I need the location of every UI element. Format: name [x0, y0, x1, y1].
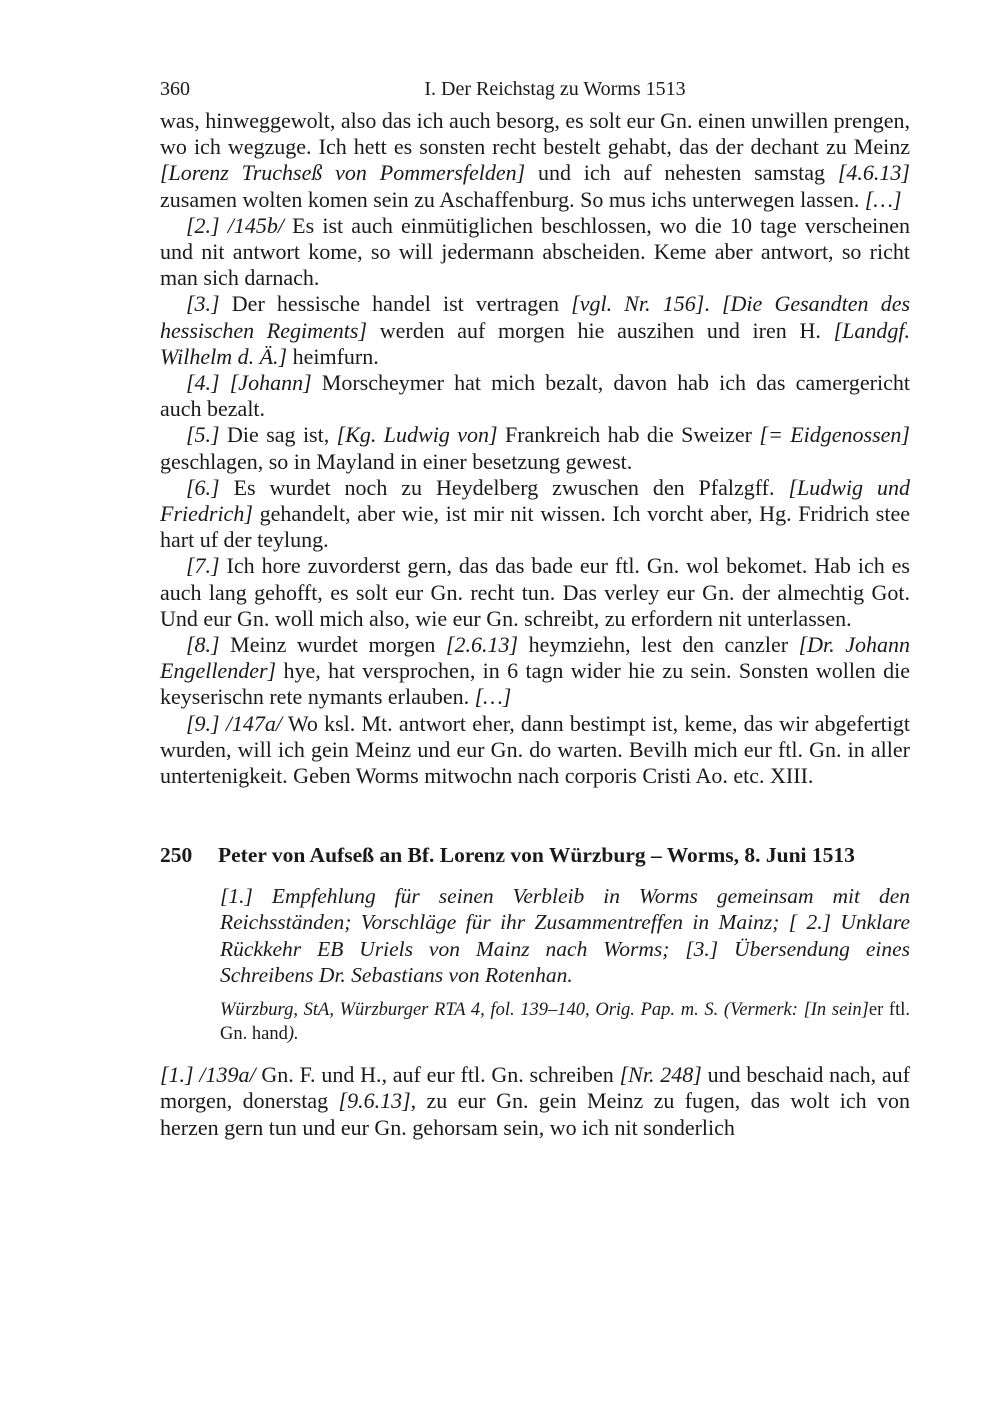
paragraph-6: [6.] Es wurdet noch zu Heydelberg zwuschen den Pfalzgff. [Ludwig und Friedrich] gehandelt, aber wie, ist mir nit wissen. Ich vorcht aber, Hg. Fridrich stee hart uf der teylung. — [160, 474, 910, 553]
paragraph-4: [4.] [Johann] Morscheymer hat mich bezalt, davon hab ich das camergericht auch bezalt. — [160, 370, 910, 422]
paragraph-2: [2.] /145b/ Es ist auch einmütiglichen beschlossen, wo die 10 tage verscheinen und nit antwort kome, so will jedermann abscheiden. Keme aber antwort, so richt man sich darnach. — [160, 212, 910, 291]
paragraph-9: [9.] /147a/ Wo ksl. Mt. antwort eher, dann bestimpt ist, keme, das wir abgefertigt wurden, will ich gein Meinz und eur Gn. do warten. Bevilh mich eur ftl. Gn. in aller untertenigkeit. Geben Worms mitwochn nach corporis Cristi Ao. etc. XIII. — [160, 710, 910, 789]
running-title: I. Der Reichstag zu Worms 1513 — [424, 78, 686, 100]
running-head — [160, 78, 910, 108]
regest: [1.] Empfehlung für seinen Verbleib in Worms gemeinsam mit den Reichsständen; Vorschläge für ihr Zusammentreffen in Mainz; [ 2.] Unklare Rückkehr EB Uriels von Mainz nach Worms; [3.] Übersendung eines Schreibens Dr. Sebastians von Rotenhan. — [220, 884, 910, 987]
source-note: Würzburg, StA, Würzburger RTA 4, fol. 139–140, Orig. Pap. m. S. (Vermerk: [In sein]er ftl. Gn. hand). — [220, 1000, 910, 1045]
paragraph-7: [7.] Ich hore zuvorderst gern, das das bade eur ftl. Gn. wol bekomet. Hab ich es auch lang gehofft, es solt eur Gn. recht tun. Das verley eur Gn. der almechtig Got. Und eur Gn. woll mich also, wie eur Gn. schreibt, zu erfordern nit unterlassen. — [160, 553, 910, 631]
document-body: [1.] /139a/ Gn. F. und H., auf eur ftl. Gn. schreiben [Nr. 248] und beschaid nach, auf morgen, donerstag [9.6.13], zu eur Gn. gein Meinz zu fugen, das wolt ich von herzen gern tun und eur Gn. gehorsam sein, wo ich nit sonderlich — [160, 1062, 911, 1140]
paragraph-continuation: was, hinweggewolt, also das ich auch besorg, es solt eur Gn. einen unwillen prengen, wo ich wegzuge. Ich hett es sonsten recht bestelt gehabt, das der dechant zu Meinz [Lorenz Truchseß von Pommersfelden] und ich auf nehesten samstag [4.6.13] zusamen wolten komen sein zu Aschaffenburg. So mus ichs unterwegen lassen. […] — [160, 108, 910, 212]
document-title: Peter von Aufseß an Bf. Lorenz von Würzburg – Worms, 8. Juni 1513 — [218, 843, 855, 868]
paragraph-5: [5.] Die sag ist, [Kg. Ludwig von] Frankreich hab die Sweizer [= Eidgenossen] geschlagen, so in Mayland in einer besetzung gewest. — [160, 422, 910, 474]
page — [160, 78, 910, 1141]
document-number: 250 — [160, 843, 193, 868]
document-heading — [160, 841, 910, 869]
paragraph-8: [8.] Meinz wurdet morgen [2.6.13] heymziehn, lest den canzler [Dr. Johann Engellender] hye, hat versprochen, in 6 tagn wider hie zu sein. Sonsten wollen die keyserischn rete nymants erlauben. […] — [160, 632, 910, 710]
paragraph-3: [3.] Der hessische handel ist vertragen [vgl. Nr. 156]. [Die Gesandten des hessischen Regiments] werden auf morgen hie auszihen und iren H. [Landgf. Wilhelm d. Ä.] heimfurn. — [160, 291, 911, 369]
page-number: 360 — [160, 78, 190, 100]
